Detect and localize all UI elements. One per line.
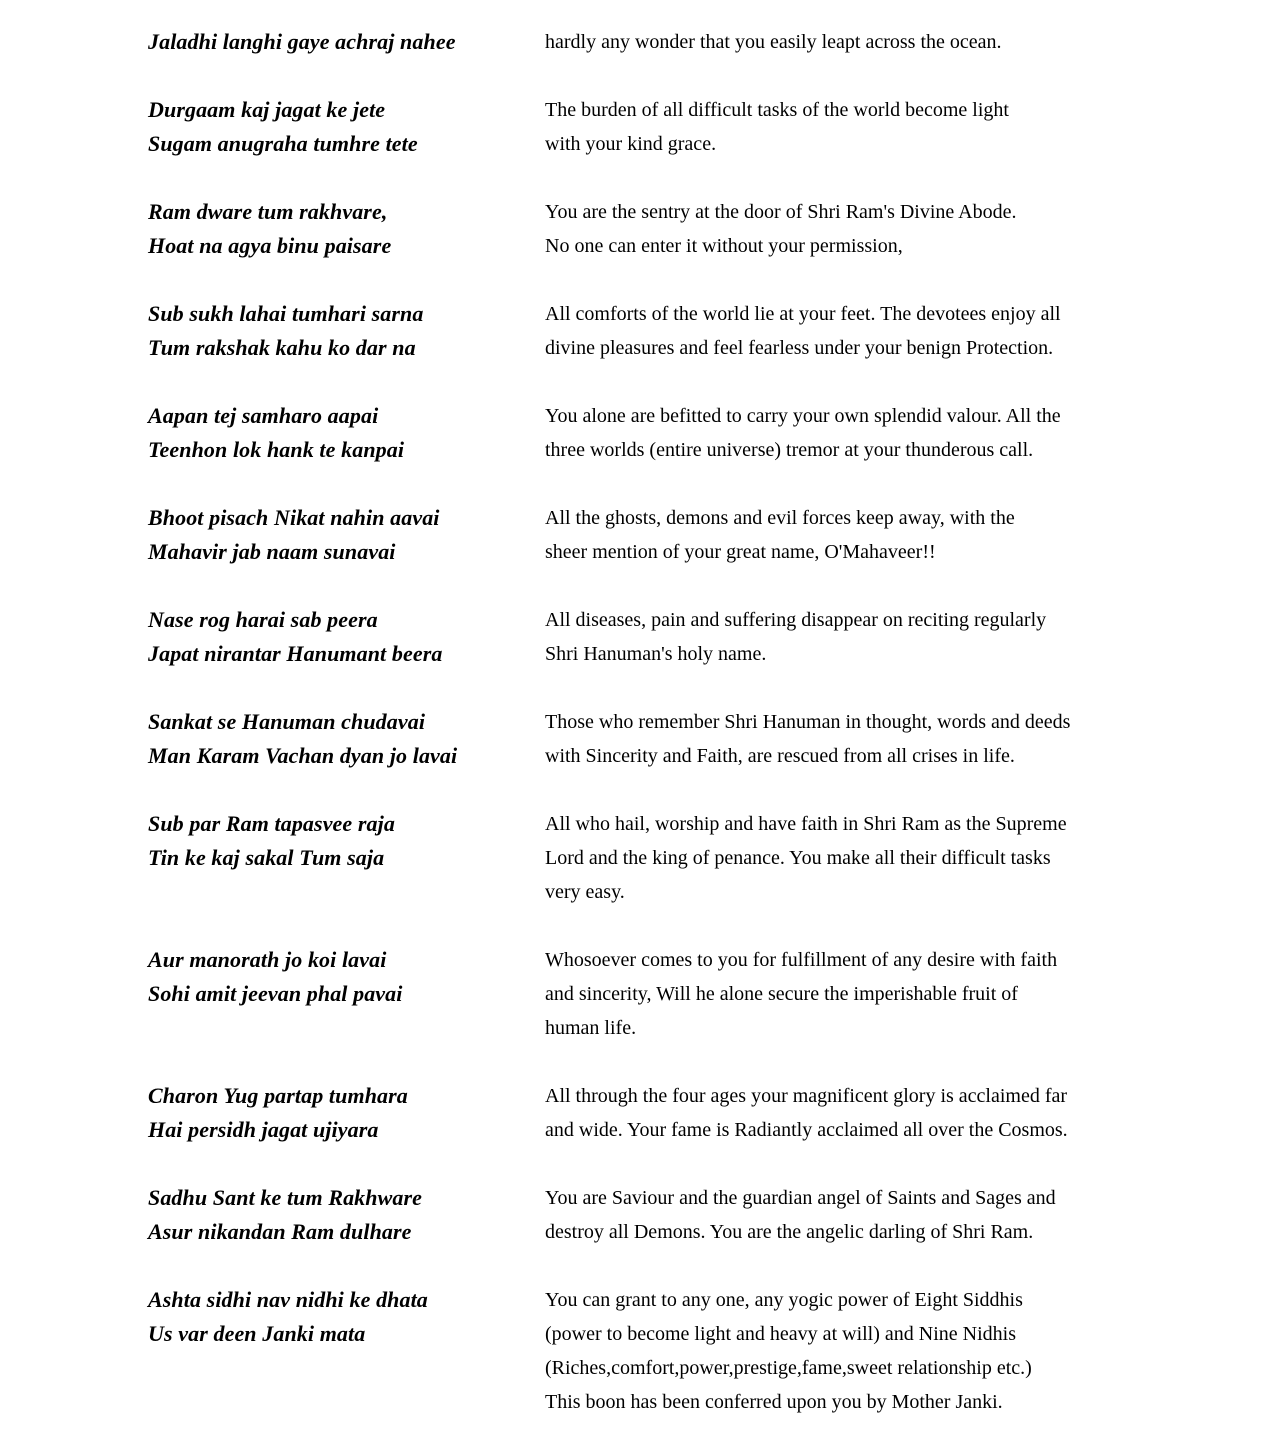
translation-line: All diseases, pain and suffering disappear on reciting regularly bbox=[545, 609, 1047, 631]
translation-line: You can grant to any one, any yogic power of Eight Siddhis bbox=[545, 1289, 1023, 1311]
stanza-row bbox=[148, 297, 1275, 365]
stanza-row bbox=[148, 93, 1275, 161]
verse-column bbox=[148, 25, 545, 59]
translation-column bbox=[545, 297, 1275, 365]
translation-line: Lord and the king of penance. You make all their difficult tasks bbox=[545, 847, 1051, 869]
translation-column bbox=[545, 501, 1275, 569]
verse-column bbox=[148, 501, 545, 569]
verse-line: Hoat na agya binu paisare bbox=[148, 233, 392, 258]
verse-column bbox=[148, 603, 545, 671]
translation-line: You are Saviour and the guardian angel of Saints and Sages and bbox=[545, 1187, 1056, 1209]
translation-column bbox=[545, 705, 1275, 773]
translation-line: You alone are befitted to carry your own splendid valour. All the bbox=[545, 405, 1061, 427]
translation-line: divine pleasures and feel fearless under your benign Protection. bbox=[545, 337, 1054, 359]
verse-line: Mahavir jab naam sunavai bbox=[148, 539, 396, 564]
verse-line: Hai persidh jagat ujiyara bbox=[148, 1117, 379, 1142]
document-page bbox=[148, 25, 1275, 1453]
stanza-row bbox=[148, 25, 1275, 59]
verse-column bbox=[148, 1283, 545, 1351]
translation-line: Those who remember Shri Hanuman in thought, words and deeds bbox=[545, 711, 1071, 733]
verse-column bbox=[148, 1079, 545, 1147]
translation-line: All the ghosts, demons and evil forces keep away, with the bbox=[545, 507, 1015, 529]
translation-line: All who hail, worship and have faith in Shri Ram as the Supreme bbox=[545, 813, 1067, 835]
translation-line: All comforts of the world lie at your feet. The devotees enjoy all bbox=[545, 303, 1061, 325]
verse-line: Nase rog harai sab peera bbox=[148, 607, 378, 632]
translation-line: The burden of all difficult tasks of the world become light bbox=[545, 99, 1009, 121]
verse-line: Ashta sidhi nav nidhi ke dhata bbox=[148, 1287, 428, 1312]
verse-line: Bhoot pisach Nikat nahin aavai bbox=[148, 505, 440, 530]
verse-line: Sankat se Hanuman chudavai bbox=[148, 709, 426, 734]
translation-line: with Sincerity and Faith, are rescued from all crises in life. bbox=[545, 745, 1015, 767]
stanza-row bbox=[148, 603, 1275, 671]
stanza-row bbox=[148, 807, 1275, 909]
verse-line: Aur manorath jo koi lavai bbox=[148, 947, 387, 972]
translation-column bbox=[545, 603, 1275, 671]
translation-line: three worlds (entire universe) tremor at your thunderous call. bbox=[545, 439, 1034, 461]
translation-column bbox=[545, 25, 1275, 59]
verse-line: Sadhu Sant ke tum Rakhware bbox=[148, 1185, 423, 1210]
verse-line: Tum rakshak kahu ko dar na bbox=[148, 335, 416, 360]
verse-line: Durgaam kaj jagat ke jete bbox=[148, 97, 386, 122]
translation-line: destroy all Demons. You are the angelic darling of Shri Ram. bbox=[545, 1221, 1034, 1243]
translation-column bbox=[545, 399, 1275, 467]
verse-line: Tin ke kaj sakal Tum saja bbox=[148, 845, 385, 870]
verse-line: Man Karam Vachan dyan jo lavai bbox=[148, 743, 458, 768]
verse-line: Teenhon lok hank te kanpai bbox=[148, 437, 405, 462]
translation-line: (Riches,comfort,power,prestige,fame,sweet relationship etc.) bbox=[545, 1357, 1032, 1379]
verse-column bbox=[148, 1181, 545, 1249]
stanza-row bbox=[148, 1079, 1275, 1147]
stanza-row bbox=[148, 1181, 1275, 1249]
stanza-row bbox=[148, 501, 1275, 569]
translation-column bbox=[545, 1079, 1275, 1147]
translation-line: This boon has been conferred upon you by Mother Janki. bbox=[545, 1391, 1003, 1413]
verse-column bbox=[148, 705, 545, 773]
translation-line: hardly any wonder that you easily leapt across the ocean. bbox=[545, 31, 1002, 53]
verse-line: Us var deen Janki mata bbox=[148, 1321, 366, 1346]
stanza-row bbox=[148, 399, 1275, 467]
stanza-row bbox=[148, 1283, 1275, 1419]
verse-line: Japat nirantar Hanumant beera bbox=[148, 641, 443, 666]
translation-column bbox=[545, 93, 1275, 161]
stanza-list bbox=[148, 25, 1275, 1419]
translation-line: with your kind grace. bbox=[545, 133, 717, 155]
translation-line: and wide. Your fame is Radiantly acclaimed all over the Cosmos. bbox=[545, 1119, 1068, 1141]
translation-column bbox=[545, 807, 1275, 909]
translation-column bbox=[545, 1181, 1275, 1249]
verse-line: Sohi amit jeevan phal pavai bbox=[148, 981, 403, 1006]
verse-column bbox=[148, 943, 545, 1011]
verse-line: Sugam anugraha tumhre tete bbox=[148, 131, 418, 156]
verse-column bbox=[148, 399, 545, 467]
translation-line: and sincerity, Will he alone secure the imperishable fruit of bbox=[545, 983, 1018, 1005]
verse-column bbox=[148, 195, 545, 263]
translation-line: Whosoever comes to you for fulfillment of any desire with faith bbox=[545, 949, 1058, 971]
verse-line: Jaladhi langhi gaye achraj nahee bbox=[148, 29, 456, 54]
verse-line: Ram dware tum rakhvare, bbox=[148, 199, 388, 224]
verse-line: Charon Yug partap tumhara bbox=[148, 1083, 408, 1108]
verse-column bbox=[148, 297, 545, 365]
verse-line: Sub par Ram tapasvee raja bbox=[148, 811, 395, 836]
translation-line: No one can enter it without your permission, bbox=[545, 235, 903, 257]
verse-line: Aapan tej samharo aapai bbox=[148, 403, 379, 428]
translation-column bbox=[545, 1283, 1275, 1419]
translation-line: All through the four ages your magnificent glory is acclaimed far bbox=[545, 1085, 1068, 1107]
translation-line: You are the sentry at the door of Shri Ram's Divine Abode. bbox=[545, 201, 1017, 223]
translation-line: human life. bbox=[545, 1017, 637, 1039]
translation-column bbox=[545, 943, 1275, 1045]
translation-line: very easy. bbox=[545, 881, 625, 903]
translation-line: Shri Hanuman's holy name. bbox=[545, 643, 767, 665]
verse-column bbox=[148, 807, 545, 875]
stanza-row bbox=[148, 943, 1275, 1045]
verse-line: Asur nikandan Ram dulhare bbox=[148, 1219, 412, 1244]
stanza-row bbox=[148, 705, 1275, 773]
verse-column bbox=[148, 93, 545, 161]
stanza-row bbox=[148, 195, 1275, 263]
verse-line: Sub sukh lahai tumhari sarna bbox=[148, 301, 424, 326]
translation-line: (power to become light and heavy at will) and Nine Nidhis bbox=[545, 1323, 1016, 1345]
translation-column bbox=[545, 195, 1275, 263]
translation-line: sheer mention of your great name, O'Mahaveer!! bbox=[545, 541, 936, 563]
